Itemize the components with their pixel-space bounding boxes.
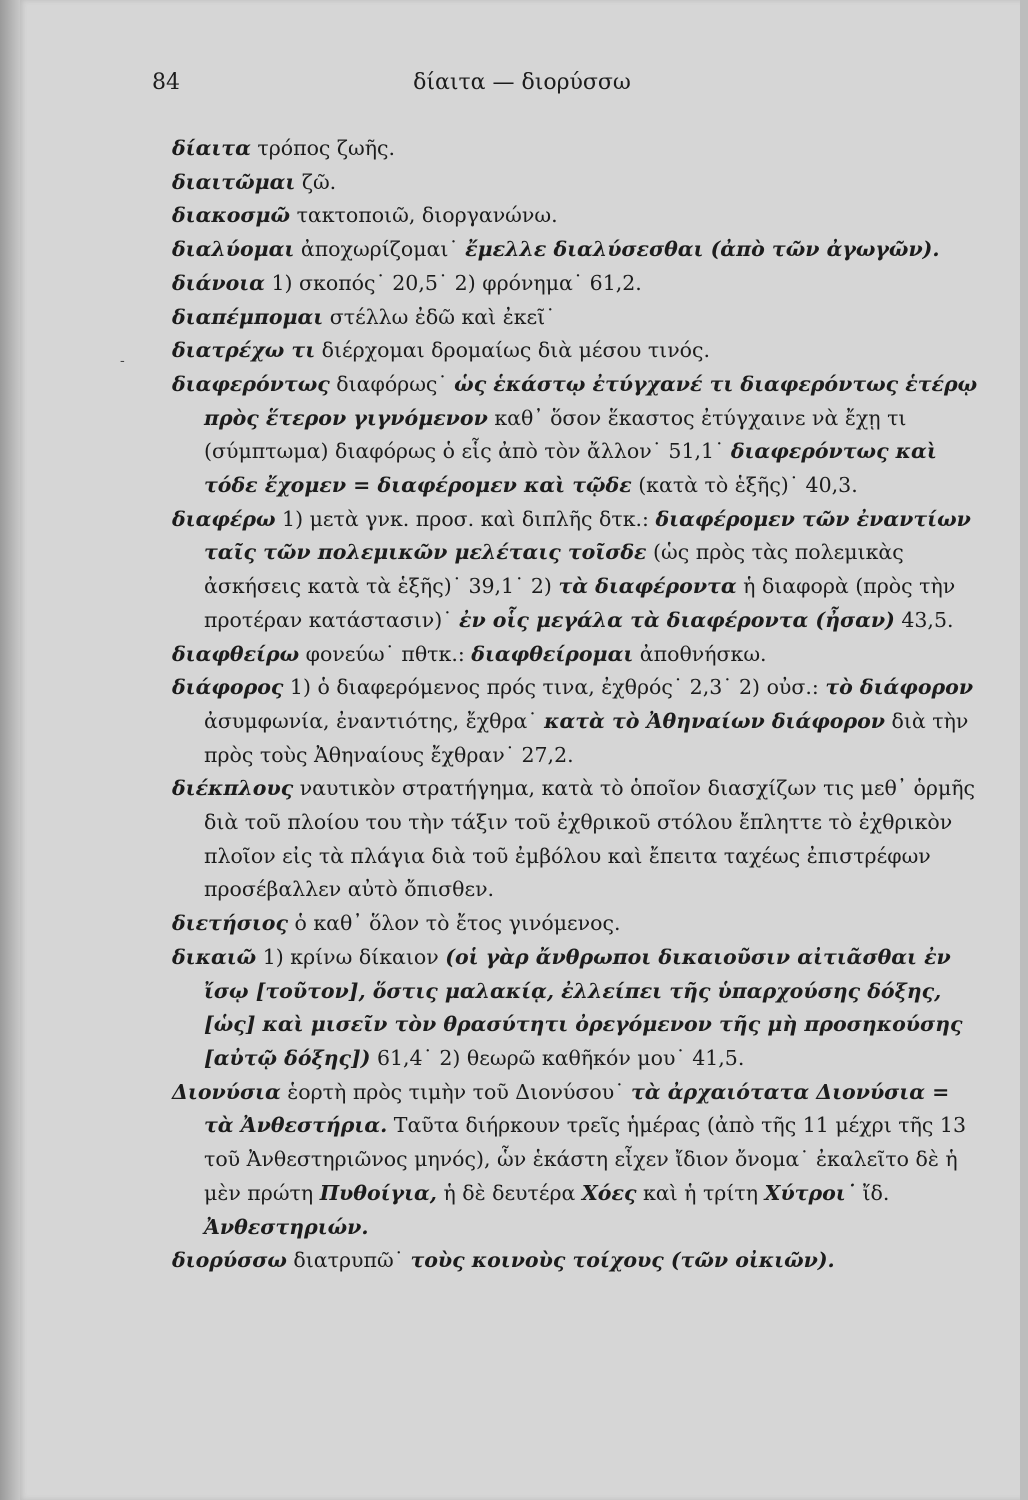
quoted-phrase: τοὺς κοινοὺς τοίχους (τῶν οἰκιῶν). — [410, 1248, 835, 1273]
headword: διάφορος — [172, 675, 284, 700]
quoted-phrase: (οἱ γὰρ ἄνθρωποι δικαιοῦσιν αἰτιᾶσθαι ἐν ἴσῳ [τοῦτον], ὅστις μαλακίᾳ, ἐλλείπει τῆς ὑπαρχούσης δόξης, [ὡς] καὶ μισεῖν τὸν θρασύτητι ὀρεγόμενον τῆς μὴ προσηκούσης [αὐτῷ δόξης]) — [204, 944, 963, 1070]
headword: διάνοια — [172, 270, 265, 295]
entry-dionysia — [172, 1076, 982, 1245]
quoted-phrase: Πυθοίγια, — [319, 1180, 437, 1205]
page-number: 84 — [152, 70, 180, 95]
entry-dikaio — [172, 941, 982, 1076]
definition-text: 1) ὁ διαφερόμενος πρός τινα, ἐχθρός˙ 2,3˙ 2) οὐσ.: — [283, 675, 826, 700]
quoted-phrase: διαφερόντως καὶ τόδε ἔχομεν = διαφέρομεν καὶ τῷδε — [204, 439, 937, 498]
entry-diatrecho — [172, 334, 982, 368]
definition-text: (ὡς πρὸς τὰς πολεμικὰς ἀσκήσεις κατὰ τὰ ἑξῆς)˙ 39,1˙ 2) — [204, 540, 904, 599]
quoted-phrase: διαφέρομεν τῶν ἐναντίων ταῖς τῶν πολεμικῶν μελέταις τοῖσδε — [204, 506, 971, 565]
page-edge-shadow — [0, 0, 20, 1500]
quoted-phrase: Χύτροι˙ — [764, 1180, 856, 1205]
definition-text: ἑορτὴ πρὸς τιμὴν τοῦ Διονύσου˙ — [280, 1079, 631, 1104]
definition-text: τακτοποιῶ, διοργανώνω. — [290, 203, 558, 228]
headword: διακοσμῶ — [172, 203, 291, 228]
definition-text: διαφόρως˙ — [329, 371, 455, 396]
definition-text: ἡ δὲ δευτέρα — [436, 1180, 582, 1205]
entry-diakosmo — [172, 199, 982, 233]
headword: Διονύσια — [172, 1079, 281, 1104]
quoted-phrase: τὸ διάφορον — [825, 675, 974, 700]
definition-text: ἀσυμφωνία, ἐναντιότης, ἔχθρα˙ — [204, 708, 545, 733]
margin-mark: - — [120, 353, 125, 369]
definition-text: ὁ καθ᾽ ὅλον τὸ ἔτος γινόμενος. — [287, 911, 621, 936]
quoted-phrase: ἔμελλε διαλύσεσθαι (ἀπὸ τῶν ἀγωγῶν). — [465, 237, 940, 262]
entry-diaphtheiro — [172, 638, 982, 672]
entry-diaita — [172, 132, 982, 166]
definition-text: 1) μετὰ γνκ. προσ. καὶ διπλῆς δτκ.: — [275, 506, 656, 531]
quoted-phrase: τὰ διαφέροντα — [558, 574, 737, 599]
page-header — [152, 70, 972, 106]
entry-diaphero — [172, 503, 982, 638]
definition-text: ἴδ. — [855, 1180, 890, 1205]
headword: διατρέχω τι — [172, 338, 316, 363]
headword: διέκπλους — [172, 776, 294, 801]
headword: διαφέρω — [172, 506, 276, 531]
definition-text: καθ᾽ ὅσον ἕκαστος ἐτύγχαινε νὰ ἔχῃ τι (σύμπτωμα) διαφόρως ὁ εἷς ἀπὸ τὸν ἄλλον˙ 51,1˙ — [204, 405, 907, 464]
headword: διαπέμπομαι — [172, 304, 324, 329]
definition-text: (κατὰ τὸ ἑξῆς)˙ 40,3. — [631, 473, 858, 498]
entry-diapempomai — [172, 301, 982, 335]
definition-text: διατρυπῶ˙ — [286, 1248, 411, 1273]
quoted-phrase: διαφθείρομαι — [471, 641, 634, 666]
definition-text: ἀποθνήσκω. — [633, 641, 767, 666]
headword: διορύσσω — [172, 1248, 287, 1273]
headword: διαλύομαι — [172, 237, 295, 262]
definition-text: Ταῦτα διήρκουν τρεῖς ἡμέρας (ἀπὸ τῆς 11 μέχρι τῆς 13 τοῦ Ἀνθεστηριῶνος μηνός), ὧν ἑκάστη εἶχεν ἴδιον ὄνομα˙ ἐκαλεῖτο δὲ ἡ μὲν πρώτη — [204, 1113, 966, 1205]
entry-dianoia — [172, 267, 982, 301]
definition-text: ζῶ. — [295, 169, 337, 194]
running-title: δίαιτα — διορύσσω — [413, 70, 631, 95]
definition-text: ἡ διαφορὰ (πρὸς τὴν προτέραν κατάστασιν)˙ — [204, 574, 956, 632]
headword: διαιτῶμαι — [172, 169, 296, 194]
entry-diaphoros — [172, 671, 982, 772]
quoted-phrase: ἐν οἷς μεγάλα τὰ διαφέροντα (ἦσαν) — [458, 607, 895, 632]
definition-text: 61,4˙ 2) θεωρῶ καθῆκόν μου˙ 41,5. — [370, 1045, 745, 1070]
definition-text: στέλλω ἐδῶ καὶ ἐκεῖ˙ — [323, 304, 556, 329]
headword: διαφερόντως — [172, 371, 330, 396]
definition-text: 1) σκοπός˙ 20,5˙ 2) φρόνημα˙ 61,2. — [264, 270, 642, 295]
entry-diekplous — [172, 772, 982, 907]
definition-text: διὰ τὴν πρὸς τοὺς Ἀθηναίους ἔχθραν˙ 27,2. — [204, 708, 969, 767]
headword: διαφθείρω — [172, 641, 300, 666]
entry-diorysso — [172, 1244, 982, 1278]
entry-diapheronts — [172, 368, 982, 503]
quoted-phrase: ὡς ἑκάστῳ ἐτύγχανέ τι διαφερόντως ἑτέρῳ πρὸς ἕτερον γιγνόμενον — [204, 371, 978, 430]
definition-text: ἀποχωρίζομαι˙ — [294, 237, 466, 262]
headword: διετήσιος — [172, 911, 288, 936]
quoted-phrase: τὰ ἀρχαιότατα Διονύσια = τὰ Ἀνθεστήρια. — [204, 1079, 950, 1138]
definition-text: τρόπος ζωῆς. — [250, 136, 396, 160]
definition-text: ναυτικὸν στρατήγημα, κατὰ τὸ ὁποῖον διασχίζων τις μεθ᾽ ὁρμῆς διὰ τοῦ πλοίου του τὴν τάξιν τοῦ ἐχθρικοῦ στόλου ἔπληττε τὸ ἐχθρικὸν πλοῖον εἰς τὰ πλάγια διὰ τοῦ ἐμβόλου καὶ ἔπειτα ταχέως ἐπιστρέφων προσέβαλλεν αὐτὸ ὄπισθεν. — [204, 776, 976, 902]
definition-text: φονεύω˙ πθτκ.: — [299, 641, 472, 666]
headword: δίαιτα — [172, 136, 251, 160]
quoted-phrase: Ἀνθεστηριών. — [204, 1214, 369, 1239]
dictionary-entries — [172, 132, 982, 1278]
definition-text: καὶ ἡ τρίτη — [636, 1180, 765, 1205]
entry-dialyomai — [172, 233, 982, 267]
headword: δικαιῶ — [172, 944, 257, 969]
quoted-phrase: Χόες — [581, 1180, 637, 1205]
definition-text: 1) κρίνω δίκαιον — [256, 944, 446, 969]
definition-text: διέρχομαι δρομαίως διὰ μέσου τινός. — [315, 338, 711, 363]
entry-diaitomai — [172, 166, 982, 200]
definition-text: 43,5. — [894, 607, 954, 632]
entry-dietesios — [172, 907, 982, 941]
quoted-phrase: κατὰ τὸ Ἀθηναίων διάφορον — [544, 708, 885, 733]
